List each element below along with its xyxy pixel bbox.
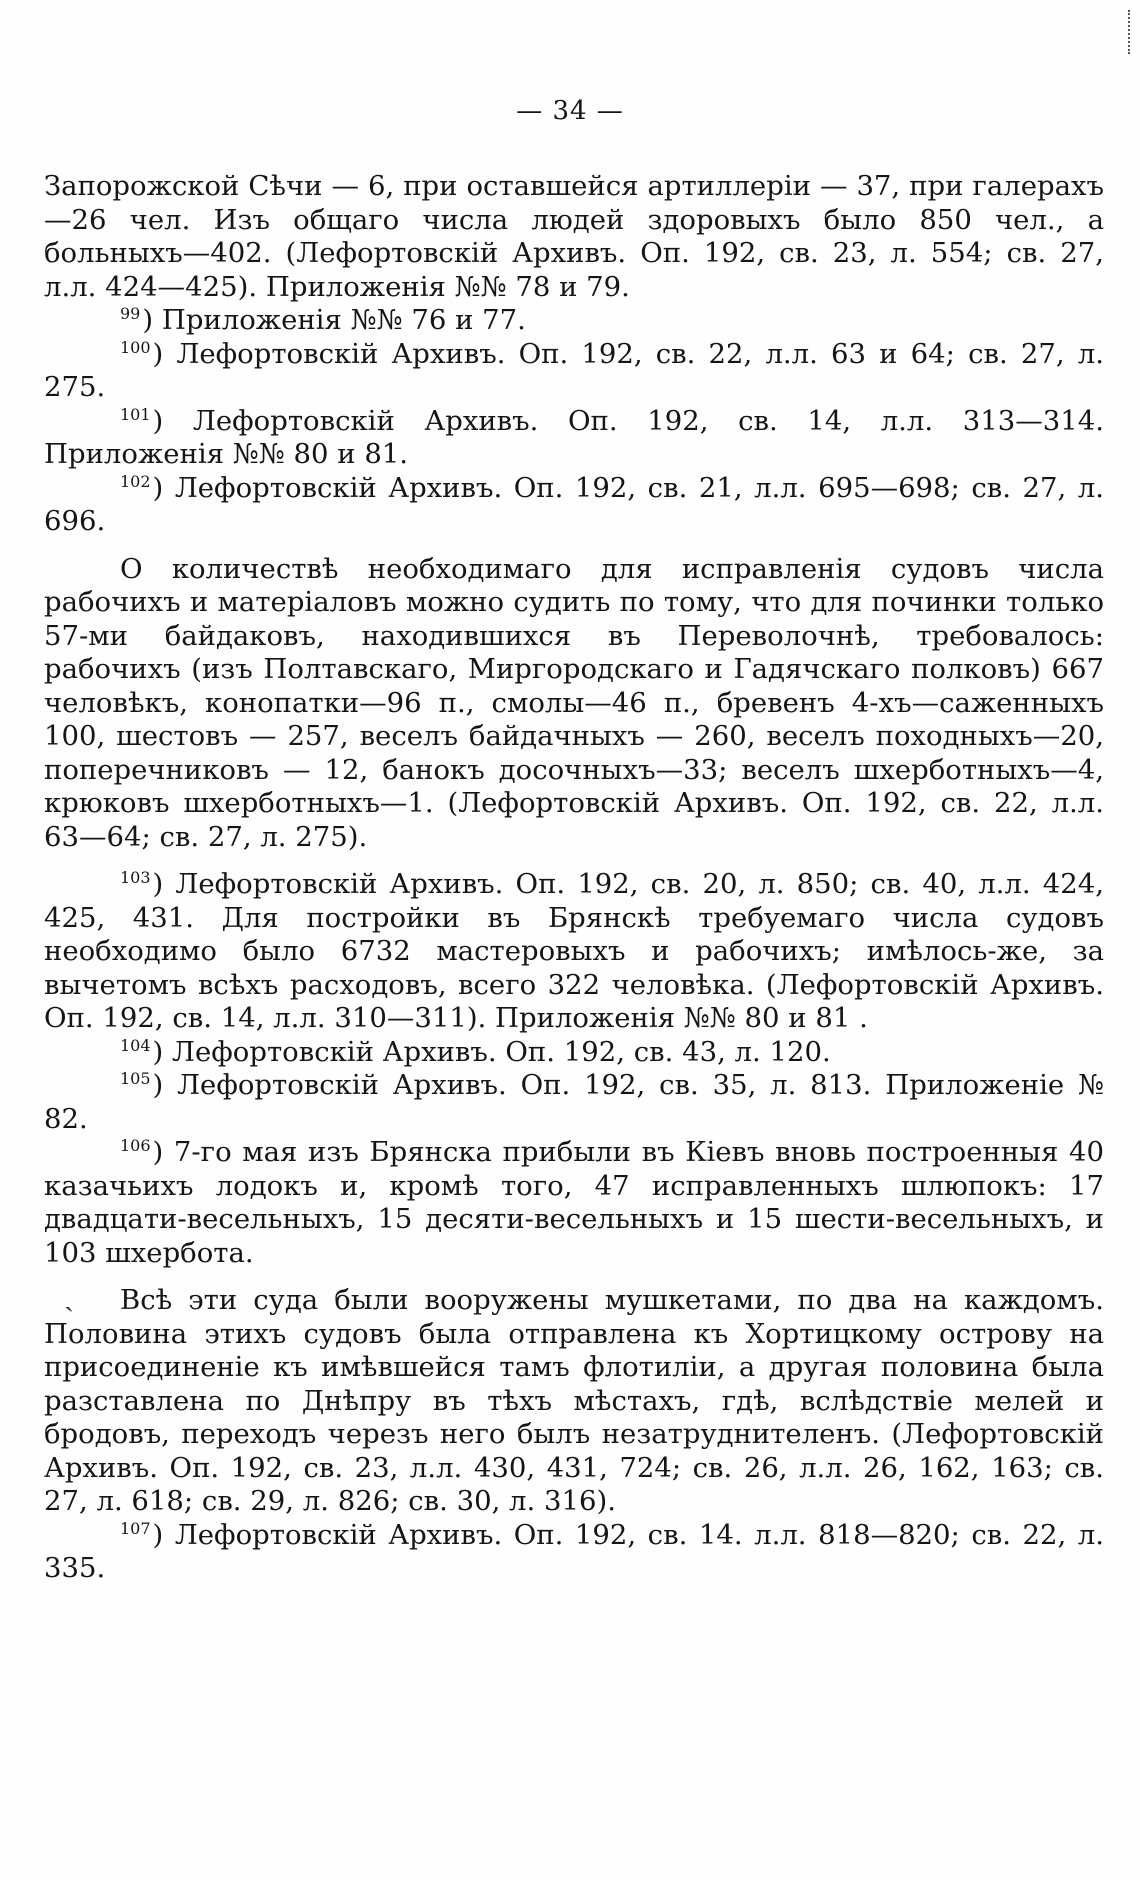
paragraph-continuation (44, 170, 1104, 304)
pencil-mark-icon: ˎ (64, 1278, 74, 1313)
footnote-number: 101 (120, 404, 151, 424)
footnote-107: $^{107}$) Лефортовскій Архивъ. Оп. 192, св. 14. л.л. 818—820; св. 22, л. 335. (44, 1518, 1104, 1584)
footnote-101: $^{101}$) Лефортовскій Архивъ. Оп. 192, св. 14, л.л. 313—314. Приложенія №№ 80 и 81. (44, 404, 1104, 470)
footnote-text: Лефортовскій Архивъ. Оп. 192, св. 43, л. 120. (172, 1035, 831, 1068)
footnote-text: Лефортовскій Архивъ. Оп. 192, св. 22, л.л. 63 и 64; св. 27, л. 275. (44, 337, 1104, 403)
footnote-text: Лефортовскій Архивъ. Оп. 192, св. 14, л.л. 313—314. Приложенія №№ 80 и 81. (44, 404, 1104, 470)
footnote-number: 100 (120, 337, 151, 357)
footnote-number: 104 (120, 1035, 151, 1055)
footnote-text: Лефортовскій Архивъ. Оп. 192, св. 20, л. 850; св. 40, л.л. 424, 425, 431. Для постройки въ Брянскѣ требуемаго числа судовъ необходимо было 6732 мастеровыхъ и рабочихъ; имѣлось-же, за вычетомъ всѣхъ расходовъ, всего 322 человѣка. (Лефортовскій Архивъ. Оп. 192, св. 14, л.л. 310—311). Приложенія №№ 80 и 81 . (44, 868, 1104, 1034)
footnote-text: Лефортовскій Архивъ. Оп. 192, св. 21, л.л. 695—698; св. 27, л. 696. (44, 471, 1104, 537)
body-text (44, 170, 1104, 1586)
footnote-number: 102 (120, 471, 151, 491)
paragraph-text: Всѣ эти суда были вооружены мушкетами, по два на каждомъ. Половина этихъ судовъ была отправлена къ Хортицкому острову на присоединеніе къ имѣвшейся тамъ флотиліи, а другая половина была разставлена по Днѣпру въ тѣхъ мѣстахъ, гдѣ, вслѣдствіе мелей и бродовъ, переходъ черезъ него былъ незатруднителенъ. (Лефортовскій Архивъ. Оп. 192, св. 23, л.л. 430, 431, 724; св. 26, л.л. 26, 162, 163; св. 27, л. 618; св. 29, л. 826; св. 30, л. 316). (44, 1284, 1104, 1517)
footnote-104: $^{104}$) Лефортовскій Архивъ. Оп. 192, св. 43, л. 120. (120, 1035, 831, 1068)
footnote-102: $^{102}$) Лефортовскій Архивъ. Оп. 192, св. 21, л.л. 695—698; св. 27, л. 696. (44, 471, 1104, 537)
footnote-105: $^{105}$) Лефортовскій Архивъ. Оп. 192, св. 35, л. 813. Приложеніе № 82. (44, 1069, 1104, 1135)
footnote-number: 106 (120, 1136, 151, 1155)
footnote-106: $^{106}$) 7-го мая изъ Брянска прибыли въ Кіевъ вновь построенныя 40 казачьихъ лодокъ и, кромѣ того, 47 исправленныхъ шлюпокъ: 17 двадцати-весельныхъ, 15 десяти-весельныхъ и 15 шести-весельныхъ, и 103 шхербота. (44, 1136, 1104, 1269)
footnote-text: Лефортовскій Архивъ. Оп. 192, св. 35, л. 813. Приложеніе № 82. (44, 1069, 1104, 1135)
page-number: — 34 — (516, 96, 624, 126)
paragraph-text: Запорожской Сѣчи — 6, при оставшейся артиллеріи — 37, при галерахъ—26 чел. Изъ общаго числа людей здоровыхъ было 850 чел., а больныхъ—402. (Лефортовскій Архивъ. Оп. 192, св. 23, л. 554; св. 27, л.л. 424—425). Приложенія №№ 78 и 79. (44, 170, 1104, 303)
footnote-number: 103 (120, 868, 151, 887)
footnote-103: $^{103}$) Лефортовскій Архивъ. Оп. 192, св. 20, л. 850; св. 40, л.л. 424, 425, 431. Для постройки въ Брянскѣ требуемаго числа судовъ необходимо было 6732 мастеровыхъ и рабочихъ; имѣлось-же, за вычетомъ всѣхъ расходовъ, всего 322 человѣка. (Лефортовскій Архивъ. Оп. 192, св. 14, л.л. 310—311). Приложенія №№ 80 и 81 . (44, 868, 1104, 1034)
footnote-100: $^{100}$) Лефортовскій Архивъ. Оп. 192, св. 22, л.л. 63 и 64; св. 27, л. 275. (44, 337, 1104, 403)
footnote-text: Лефортовскій Архивъ. Оп. 192, св. 14. л.л. 818—820; св. 22, л. 335. (44, 1518, 1104, 1584)
footnote-number: 99 (120, 304, 141, 323)
footnote-text: 7-го мая изъ Брянска прибыли въ Кіевъ вновь построенныя 40 казачьихъ лодокъ и, кромѣ того, 47 исправленныхъ шлюпокъ: 17 двадцати-весельныхъ, 15 десяти-весельныхъ и 15 шести-весельныхъ, и 103 шхербота. (44, 1136, 1104, 1269)
footnote-text: Приложенія №№ 76 и 77. (161, 304, 526, 336)
paragraph-materials (44, 553, 1104, 855)
footnote-99: $^{99}$) Приложенія №№ 76 и 77. (120, 304, 526, 336)
scan-edge-mark (1128, 10, 1134, 54)
footnote-number: 105 (120, 1069, 151, 1088)
footnote-number: 107 (120, 1518, 151, 1538)
paragraph-text: О количествѣ необходимаго для исправленія судовъ числа рабочихъ и матеріаловъ можно судить по тому, что для починки только 57-ми байдаковъ, находившихся въ Переволочнѣ, требовалось: рабочихъ (изъ Полтавскаго, Миргородскаго и Гадячскаго полковъ) 667 человѣкъ, конопатки—96 п., смолы—46 п., бревенъ 4-хъ—саженныхъ 100, шестовъ — 257, веселъ байдачныхъ — 260, веселъ походныхъ—20, поперечниковъ — 12, банокъ досочныхъ—33; веселъ шхерботныхъ—4, крюковъ шхерботныхъ—1. (Лефортовскій Архивъ. Оп. 192, св. 22, л.л. 63—64; св. 27, л. 275). (44, 552, 1104, 853)
paragraph-vessels (44, 1284, 1104, 1519)
